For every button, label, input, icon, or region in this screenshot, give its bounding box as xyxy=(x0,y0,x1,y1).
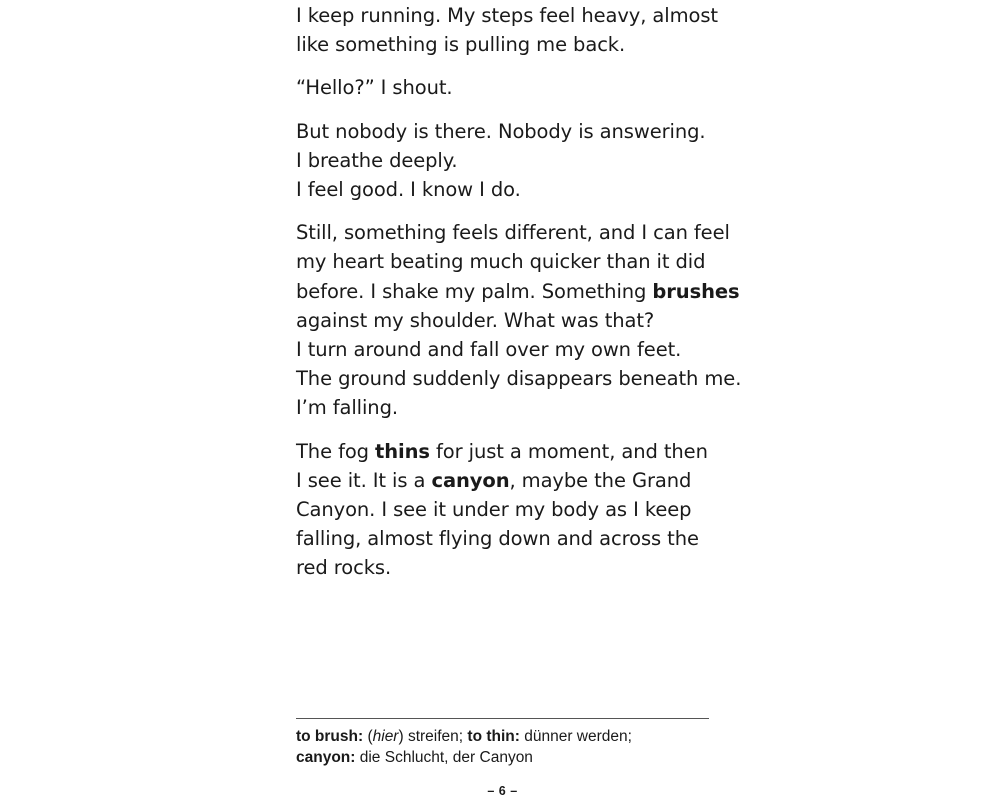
story-text-run: falling, almost flying down and across the xyxy=(296,527,699,551)
footnote-text-run: die Schlucht, der Canyon xyxy=(355,749,533,766)
footnote-text-run: ) streifen; xyxy=(398,728,468,745)
story-line xyxy=(296,146,716,175)
story-line xyxy=(296,1,716,30)
story-bold-term: canyon xyxy=(431,468,510,492)
footnote-text-run: dünner werden; xyxy=(519,728,632,745)
story-text-run: I turn around and fall over my own feet. xyxy=(296,338,682,362)
story-paragraph xyxy=(296,1,716,59)
story-text-run: I feel good. I know I do. xyxy=(296,178,521,202)
page-number: – 6 – xyxy=(487,784,518,798)
story-line xyxy=(296,30,716,59)
story-line xyxy=(296,117,716,146)
story-text-run: The ground suddenly disappears beneath me. xyxy=(296,367,742,391)
story-line xyxy=(296,364,742,393)
story-paragraph xyxy=(296,117,716,205)
story-text-run: The fog xyxy=(296,439,376,463)
story-line xyxy=(296,393,716,422)
story-text-run: Canyon. I see it under my body as I keep xyxy=(296,498,692,522)
footnote-line xyxy=(296,726,716,747)
story-text-run: Still, something feels different, and I can feel xyxy=(296,221,730,245)
story-bold-term: brushes xyxy=(652,279,740,303)
story-line xyxy=(296,175,716,204)
book-page xyxy=(296,0,742,597)
story-line xyxy=(296,495,716,524)
story-line xyxy=(296,73,716,102)
story-paragraph xyxy=(296,73,716,102)
story-line xyxy=(296,218,730,247)
footnote-italic-text: hier xyxy=(372,728,399,745)
story-text-run: before. I shake my palm. Something xyxy=(296,279,653,303)
footnote-bold-term: canyon: xyxy=(296,749,356,766)
story-text-run: I’m falling. xyxy=(296,396,398,420)
story-line xyxy=(296,466,716,495)
story-bold-term: thins xyxy=(375,439,430,463)
footnote-line xyxy=(296,747,716,768)
vocabulary-footnotes xyxy=(296,726,716,768)
story-line xyxy=(296,524,716,553)
story-line xyxy=(296,247,716,276)
story-text-run: against my shoulder. What was that? xyxy=(296,308,655,332)
story-line xyxy=(296,306,716,335)
footnote-separator xyxy=(296,718,709,719)
story-text-run: like something is pulling me back. xyxy=(296,33,626,57)
footnote-bold-term: to thin: xyxy=(467,728,520,745)
story-text-run: for just a moment, and then xyxy=(429,439,708,463)
story-text-run: I see it. It is a xyxy=(296,468,432,492)
story-text-run: I breathe deeply. xyxy=(296,148,458,172)
story-paragraph xyxy=(296,218,742,422)
story-text-run: my heart beating much quicker than it did xyxy=(296,250,706,274)
story-text xyxy=(296,1,742,583)
story-line xyxy=(296,277,740,306)
story-text-run: , maybe the Grand xyxy=(509,468,692,492)
footnote-text-run: ( xyxy=(363,728,373,745)
story-text-run: “Hello?” I shout. xyxy=(296,76,453,100)
story-paragraph xyxy=(296,437,716,583)
story-line xyxy=(296,437,716,466)
story-text-run: I keep running. My steps feel heavy, almost xyxy=(296,4,718,27)
story-text-run: red rocks. xyxy=(296,556,392,580)
footnote-bold-term: to brush: xyxy=(296,728,364,745)
story-text-run: But nobody is there. Nobody is answering. xyxy=(296,119,706,143)
story-line xyxy=(296,553,716,582)
story-line xyxy=(296,335,716,364)
